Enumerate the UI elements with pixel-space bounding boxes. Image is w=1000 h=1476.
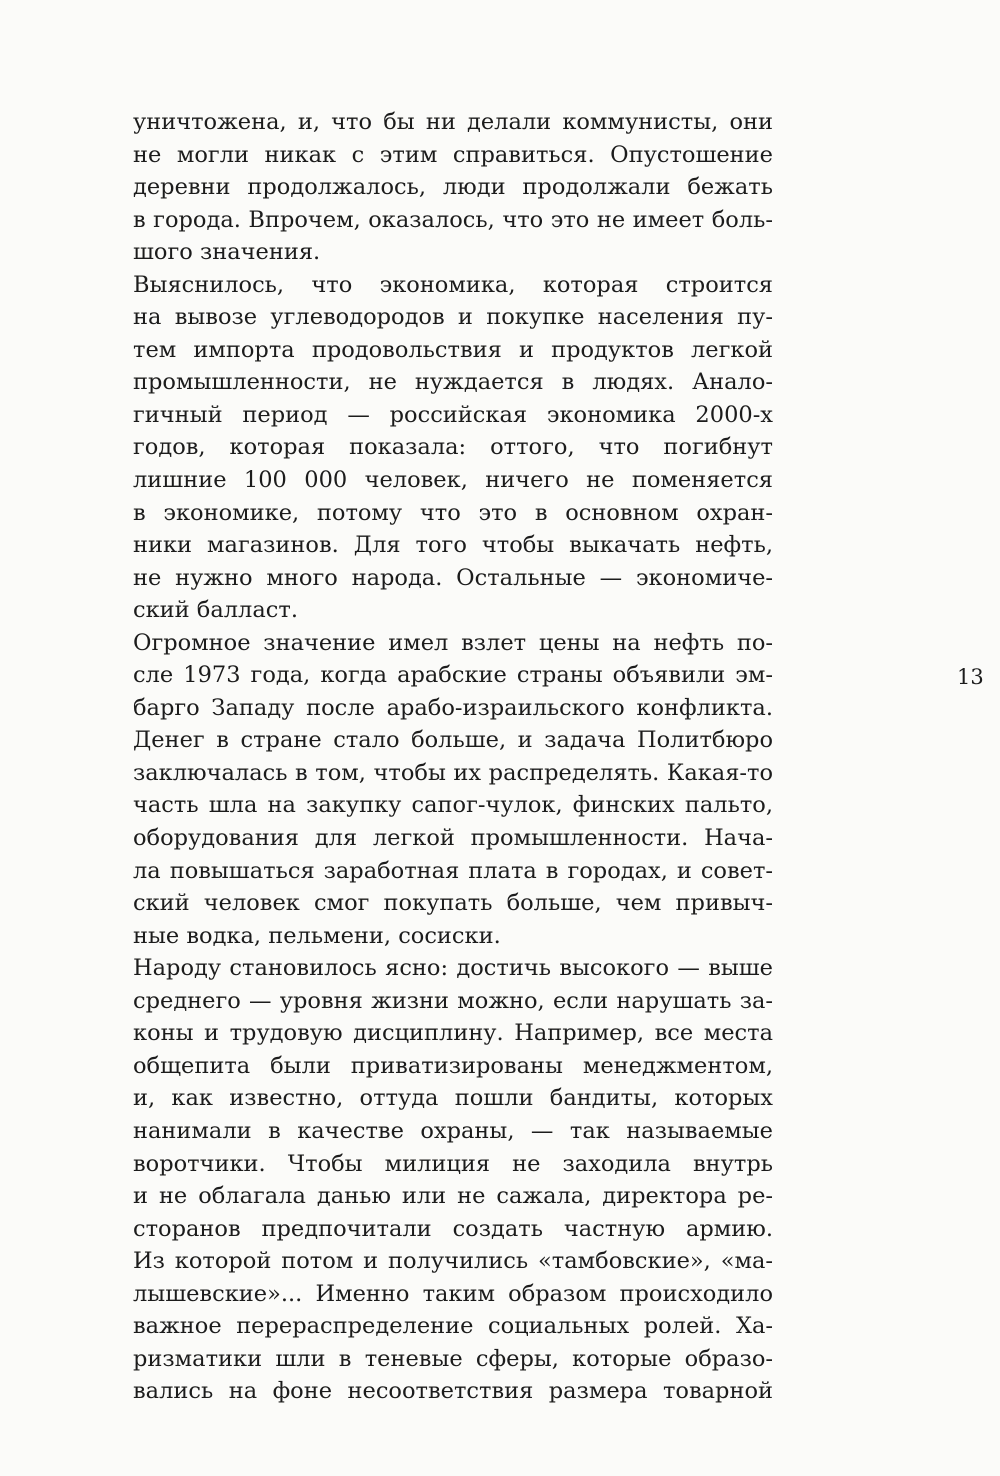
text-line: в экономике, потому что это в основном охран- <box>133 499 773 526</box>
text-line: уничтожена, и, что бы ни делали коммунисты, они <box>133 109 773 135</box>
text-line: общепита были приватизированы менеджментом, <box>133 1052 773 1079</box>
text-line: часть шла на закупку сапог-чулок, финских пальто, <box>133 792 773 819</box>
text-line: не могли никак с этим справиться. Опустошение <box>133 141 773 168</box>
text-line: нанимали в качестве охраны, — так называемые <box>133 1117 773 1144</box>
text-line: годов, которая показала: оттого, что погибнут <box>133 434 773 461</box>
text-line: ные водка, пельмени, сосиски. <box>133 922 501 949</box>
text-line: не нужно много народа. Остальные — экономиче- <box>133 564 773 591</box>
text-line: ский человек смог покупать больше, чем привыч- <box>133 890 773 917</box>
text-line: гичный период — российская экономика 2000-х <box>133 401 773 428</box>
text-line: промышленности, не нуждается в людях. Анало- <box>133 369 773 396</box>
body-text <box>133 106 773 1408</box>
text-line: заключалась в том, чтобы их распределять. Какая-то <box>133 759 773 786</box>
text-line: тем импорта продовольствия и продуктов легкой <box>133 336 773 363</box>
page-number: 13 <box>957 665 984 689</box>
text-line: в города. Впрочем, оказалось, что это не имеет боль- <box>133 206 773 233</box>
paragraph-2 <box>133 269 773 627</box>
text-line: Денег в стране стало больше, и задача Политбюро <box>133 727 773 754</box>
text-line: деревни продолжалось, люди продолжали бежать <box>133 174 773 201</box>
paragraph-1 <box>133 106 773 269</box>
paragraph-3 <box>133 627 773 952</box>
text-line: воротчики. Чтобы милиция не заходила внутрь <box>133 1150 773 1177</box>
text-line: среднего — уровня жизни можно, если нарушать за- <box>133 987 773 1014</box>
text-line: лишние 100 000 человек, ничего не поменяется <box>133 467 773 494</box>
text-line: и, как известно, оттуда пошли бандиты, которых <box>133 1085 773 1112</box>
text-line: важное перераспределение социальных ролей. Ха- <box>133 1313 773 1340</box>
text-line: оборудования для легкой промышленности. Нача- <box>133 825 773 852</box>
text-line: лышевские»... Именно таким образом происходило <box>133 1280 773 1307</box>
text-line: ризматики шли в теневые сферы, которые образо- <box>133 1345 773 1372</box>
text-line: ский балласт. <box>133 597 298 624</box>
text-line: шого значения. <box>133 239 321 266</box>
text-line: сторанов предпочитали создать частную армию. <box>133 1215 773 1242</box>
text-line: коны и трудовую дисциплину. Например, все места <box>133 1020 773 1047</box>
paragraph-4 <box>133 952 773 1408</box>
text-line: сле 1973 года, когда арабские страны объявили эм- <box>133 662 773 689</box>
text-line: Народу становилось ясно: достичь высокого — выше <box>133 955 773 982</box>
text-line: Огромное значение имел взлет цены на нефть по- <box>133 629 773 656</box>
text-line: ники магазинов. Для того чтобы выкачать нефть, <box>133 532 773 559</box>
text-line: на вывозе углеводородов и покупке населения пу- <box>133 304 773 331</box>
text-line: барго Западу после арабо-израильского конфликта. <box>133 694 773 721</box>
text-line: ла повышаться заработная плата в городах, и совет- <box>133 857 773 884</box>
text-line: Из которой потом и получились «тамбовские», «ма- <box>133 1248 773 1275</box>
text-line: Выяснилось, что экономика, которая строится <box>133 271 773 298</box>
text-line: вались на фоне несоответствия размера товарной <box>133 1378 773 1405</box>
text-line: и не облагала данью или не сажала, директора ре- <box>133 1183 773 1210</box>
